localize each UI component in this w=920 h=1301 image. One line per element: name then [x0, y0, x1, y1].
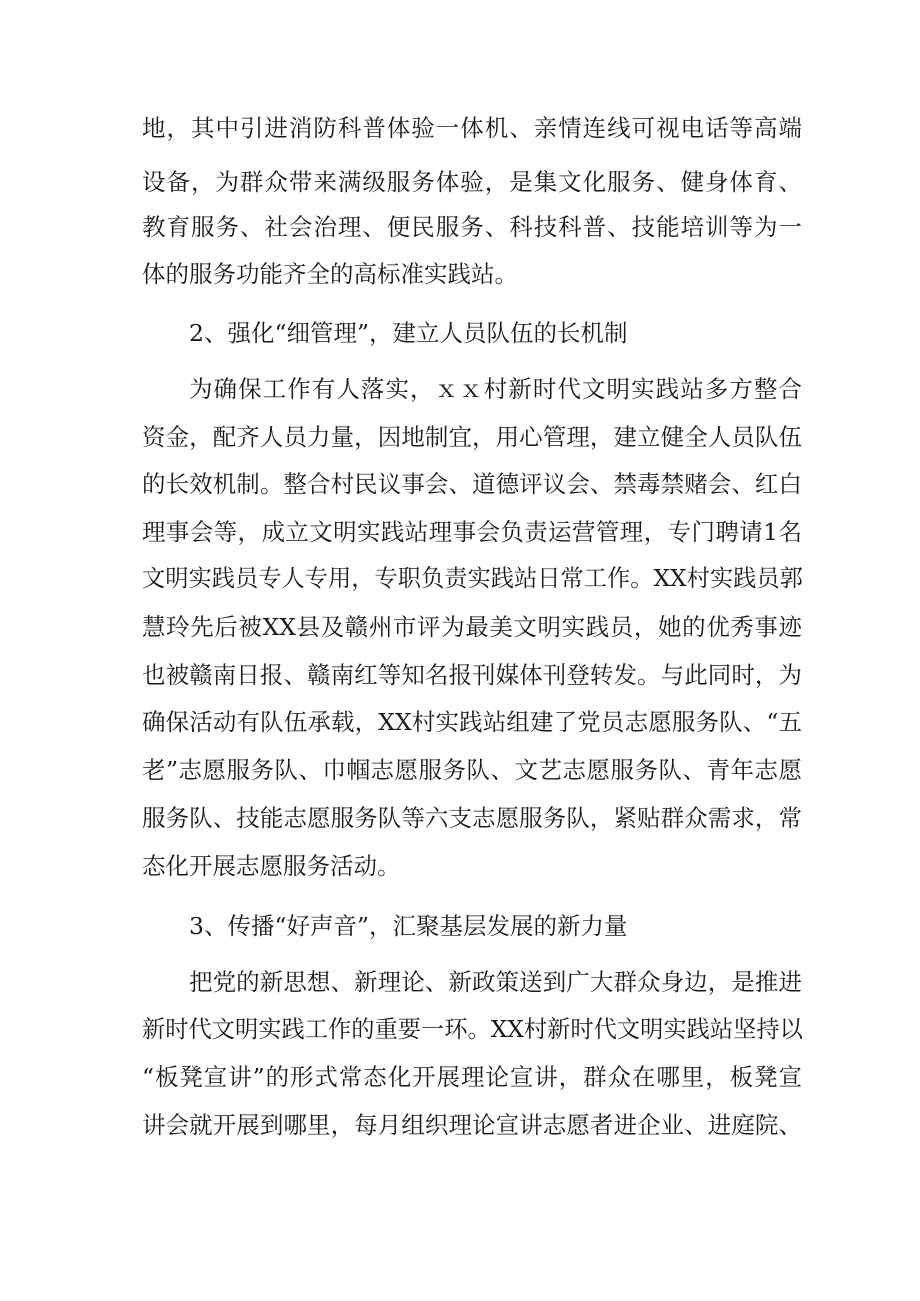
paragraph-3-line-4: 讲会就开展到哪里，每月组织理论宣讲志愿者进企业、进庭院、 [142, 1111, 802, 1139]
paragraph-2-line-6: 慧玲先后被XX县及赣州市评为最美文明实践员，她的优秀事迹 [142, 613, 802, 641]
paragraph-3-line-3: “板凳宣讲”的形式常态化开展理论宣讲，群众在哪里，板凳宣 [142, 1063, 802, 1091]
paragraph-2-line-7: 也被赣南日报、赣南红等知名报刊媒体刊登转发。与此同时，为 [142, 661, 802, 689]
paragraph-2-line-2: 资金，配齐人员力量，因地制宜，用心管理，建立健全人员队伍 [142, 423, 802, 451]
paragraph-intro-line-2: 设备，为群众带来满级服务体验，是集文化服务、健身体育、 [142, 168, 802, 196]
section-heading-3: 3、传播“好声音”，汇聚基层发展的新力量 [189, 912, 628, 940]
paragraph-2-line-4: 理事会等，成立文明实践站理事会负责运营管理，专门聘请1名 [142, 518, 802, 546]
paragraph-2-line-10: 服务队、技能志愿服务队等六支志愿服务队，紧贴群众需求，常 [142, 804, 802, 832]
paragraph-3-line-1: 把党的新思想、新理论、新政策送到广大群众身边，是推进 [189, 968, 802, 996]
paragraph-2-line-3: 的长效机制。整合村民议事会、道德评议会、禁毒禁赌会、红白 [142, 470, 802, 498]
paragraph-2-line-11: 态化开展志愿服务活动。 [142, 852, 401, 880]
paragraph-2-line-9: 老”志愿服务队、巾帼志愿服务队、文艺志愿服务队、青年志愿 [142, 756, 802, 784]
section-heading-2: 2、强化“细管理”，建立人员队伍的长机制 [189, 319, 628, 347]
paragraph-intro-line-3: 教育服务、社会治理、便民服务、科技科普、技能培训等为一 [142, 213, 802, 241]
paragraph-2-line-1: 为确保工作有人落实，ｘｘ村新时代文明实践站多方整合 [189, 375, 802, 403]
paragraph-2-line-5: 文明实践员专人专用，专职负责实践站日常工作。XX村实践员郭 [142, 565, 803, 592]
paragraph-intro-line-1: 地，其中引进消防科普体验一体机、亲情连线可视电话等高端 [142, 114, 802, 142]
paragraph-2-line-8: 确保活动有队伍承载，XX村实践站组建了党员志愿服务队、“五 [142, 708, 802, 736]
paragraph-intro-line-4: 体的服务功能齐全的高标准实践站。 [142, 260, 518, 288]
paragraph-3-line-2: 新时代文明实践工作的重要一环。XX村新时代文明实践站坚持以 [142, 1016, 803, 1043]
